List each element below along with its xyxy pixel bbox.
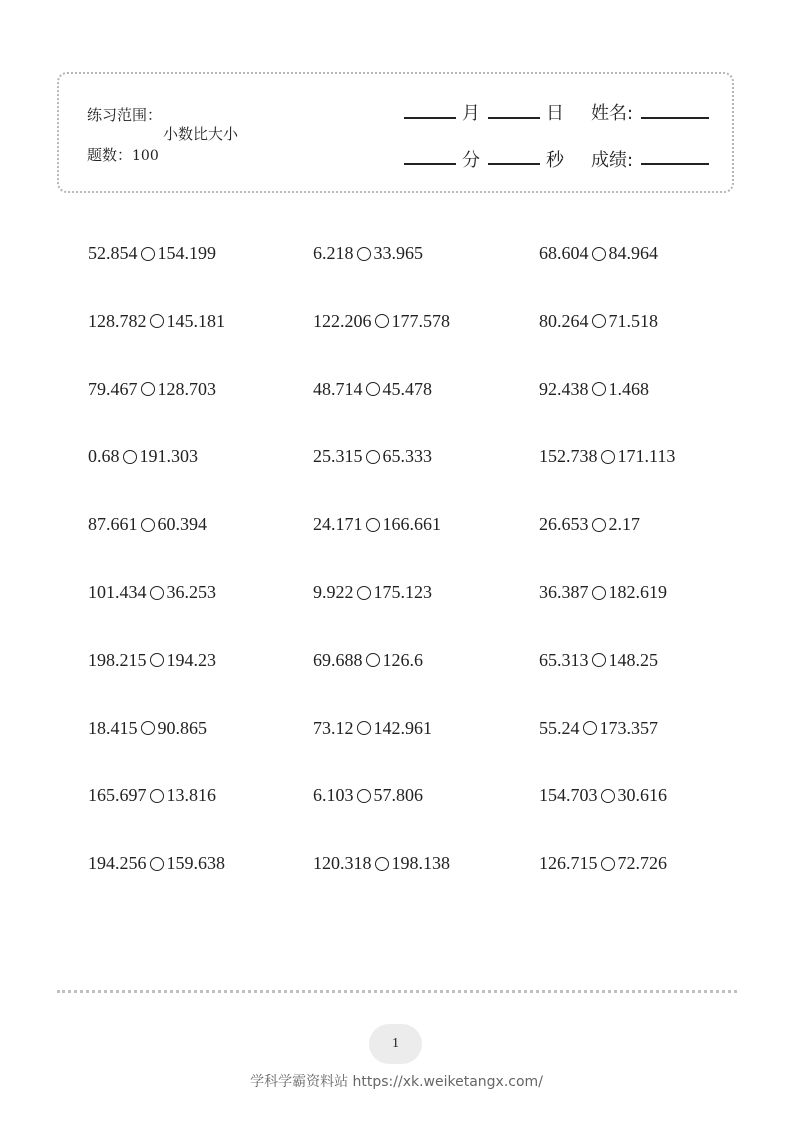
header-box bbox=[57, 72, 734, 193]
compare-circle-icon[interactable] bbox=[592, 586, 606, 600]
right-number: 72.726 bbox=[617, 853, 667, 874]
count-label bbox=[87, 144, 159, 165]
problem-item bbox=[313, 718, 432, 739]
right-number: 30.616 bbox=[617, 785, 667, 806]
problem-item bbox=[539, 514, 640, 535]
compare-circle-icon[interactable] bbox=[601, 857, 615, 871]
left-number: 120.318 bbox=[313, 853, 372, 874]
problem-item bbox=[88, 853, 225, 874]
right-number: 13.816 bbox=[166, 785, 216, 806]
compare-circle-icon[interactable] bbox=[375, 314, 389, 328]
problem-item bbox=[539, 853, 667, 874]
right-number: 33.965 bbox=[373, 243, 423, 263]
left-number: 165.697 bbox=[88, 785, 147, 806]
problem-item bbox=[88, 785, 216, 806]
left-number: 101.434 bbox=[88, 582, 147, 602]
page-number: 1 bbox=[369, 1024, 422, 1064]
problem-item bbox=[313, 582, 432, 603]
right-number: 60.394 bbox=[157, 514, 207, 535]
right-number: 159.638 bbox=[166, 853, 225, 874]
left-number: 79.467 bbox=[88, 378, 138, 399]
right-number: 142.961 bbox=[373, 717, 432, 738]
compare-circle-icon[interactable] bbox=[601, 789, 615, 803]
footer-divider bbox=[57, 990, 737, 993]
compare-circle-icon[interactable] bbox=[357, 721, 371, 735]
problem-item bbox=[88, 650, 216, 671]
compare-circle-icon[interactable] bbox=[592, 653, 606, 667]
range-label: 练习范围： bbox=[87, 106, 163, 124]
day-blank[interactable] bbox=[488, 117, 540, 119]
problem-item bbox=[313, 311, 450, 332]
name-label: 姓名: bbox=[591, 103, 634, 124]
problem-item bbox=[539, 446, 675, 467]
compare-circle-icon[interactable] bbox=[357, 586, 371, 600]
left-number: 126.715 bbox=[539, 853, 598, 874]
compare-circle-icon[interactable] bbox=[357, 247, 371, 261]
problem-item bbox=[88, 582, 216, 603]
second-label: 秒 bbox=[546, 150, 564, 171]
left-number: 152.738 bbox=[539, 446, 598, 467]
left-number: 25.315 bbox=[313, 446, 363, 467]
left-number: 80.264 bbox=[539, 310, 589, 331]
compare-circle-icon[interactable] bbox=[583, 721, 597, 735]
right-number: 90.865 bbox=[157, 717, 207, 738]
right-number: 198.138 bbox=[391, 853, 450, 874]
compare-circle-icon[interactable] bbox=[366, 518, 380, 532]
right-number: 182.619 bbox=[608, 582, 667, 602]
left-number: 55.24 bbox=[539, 717, 580, 738]
left-number: 18.415 bbox=[88, 717, 138, 738]
left-number: 128.782 bbox=[88, 310, 147, 331]
left-number: 68.604 bbox=[539, 243, 589, 263]
right-number: 2.17 bbox=[608, 514, 640, 535]
left-number: 48.714 bbox=[313, 378, 363, 399]
right-number: 173.357 bbox=[599, 717, 658, 738]
minute-label: 分 bbox=[462, 150, 480, 171]
problem-item bbox=[539, 379, 649, 400]
month-label: 月 bbox=[462, 103, 480, 124]
left-number: 9.922 bbox=[313, 582, 354, 602]
left-number: 26.653 bbox=[539, 514, 589, 535]
right-number: 177.578 bbox=[391, 310, 450, 331]
compare-circle-icon[interactable] bbox=[592, 314, 606, 328]
right-number: 154.199 bbox=[157, 243, 216, 263]
minute-blank[interactable] bbox=[404, 163, 456, 165]
left-number: 198.215 bbox=[88, 649, 147, 670]
compare-circle-icon[interactable] bbox=[150, 857, 164, 871]
problem-item bbox=[88, 379, 216, 400]
problem-item bbox=[539, 650, 658, 671]
compare-circle-icon[interactable] bbox=[141, 721, 155, 735]
right-number: 175.123 bbox=[373, 582, 432, 602]
right-number: 84.964 bbox=[608, 243, 658, 263]
problem-item bbox=[539, 718, 658, 739]
right-number: 45.478 bbox=[382, 378, 432, 399]
day-label: 日 bbox=[546, 103, 564, 124]
right-number: 128.703 bbox=[157, 378, 216, 399]
right-number: 171.113 bbox=[617, 446, 676, 467]
problem-item bbox=[88, 311, 225, 332]
right-number: 57.806 bbox=[373, 785, 423, 806]
right-number: 148.25 bbox=[608, 649, 658, 670]
left-number: 6.218 bbox=[313, 243, 354, 263]
problem-item bbox=[88, 718, 207, 739]
problem-item bbox=[313, 853, 450, 874]
left-number: 92.438 bbox=[539, 378, 589, 399]
compare-circle-icon[interactable] bbox=[141, 518, 155, 532]
left-number: 73.12 bbox=[313, 717, 354, 738]
left-number: 24.171 bbox=[313, 514, 363, 535]
left-number: 69.688 bbox=[313, 649, 363, 670]
problem-item bbox=[313, 785, 423, 806]
compare-circle-icon[interactable] bbox=[366, 653, 380, 667]
score-label: 成绩: bbox=[591, 150, 634, 171]
problem-item bbox=[539, 243, 658, 264]
name-blank[interactable] bbox=[641, 117, 709, 119]
right-number: 65.333 bbox=[382, 446, 432, 467]
compare-circle-icon[interactable] bbox=[141, 247, 155, 261]
compare-circle-icon[interactable] bbox=[150, 586, 164, 600]
right-number: 126.6 bbox=[382, 649, 423, 670]
left-number: 36.387 bbox=[539, 582, 589, 602]
count-value: 100 bbox=[132, 148, 159, 164]
month-blank[interactable] bbox=[404, 117, 456, 119]
left-number: 122.206 bbox=[313, 310, 372, 331]
problem-item bbox=[313, 379, 432, 400]
left-number: 87.661 bbox=[88, 514, 138, 535]
problem-item bbox=[539, 785, 667, 806]
right-number: 194.23 bbox=[166, 649, 216, 670]
left-number: 154.703 bbox=[539, 785, 598, 806]
problem-item bbox=[313, 446, 432, 467]
problem-item bbox=[88, 446, 198, 467]
left-number: 194.256 bbox=[88, 853, 147, 874]
compare-circle-icon[interactable] bbox=[375, 857, 389, 871]
right-number: 166.661 bbox=[382, 514, 441, 535]
problem-item bbox=[88, 514, 207, 535]
compare-circle-icon[interactable] bbox=[592, 382, 606, 396]
second-blank[interactable] bbox=[488, 163, 540, 165]
left-number: 0.68 bbox=[88, 446, 120, 467]
compare-circle-icon[interactable] bbox=[366, 382, 380, 396]
left-number: 6.103 bbox=[313, 785, 354, 806]
problem-item bbox=[539, 582, 667, 603]
problem-item bbox=[88, 243, 216, 264]
footer-site-text: 学科学霸资料站 https://xk.weiketangx.com/ bbox=[250, 1074, 543, 1090]
compare-circle-icon[interactable] bbox=[357, 789, 371, 803]
problem-item bbox=[313, 650, 423, 671]
left-number: 52.854 bbox=[88, 243, 138, 263]
count-label-text: 题数： bbox=[87, 146, 133, 164]
right-number: 36.253 bbox=[166, 582, 216, 602]
compare-circle-icon[interactable] bbox=[150, 653, 164, 667]
problem-item bbox=[539, 311, 658, 332]
compare-circle-icon[interactable] bbox=[150, 789, 164, 803]
right-number: 71.518 bbox=[608, 310, 658, 331]
compare-circle-icon[interactable] bbox=[366, 450, 380, 464]
problem-item bbox=[313, 514, 441, 535]
score-blank[interactable] bbox=[641, 163, 709, 165]
compare-circle-icon[interactable] bbox=[123, 450, 137, 464]
compare-circle-icon[interactable] bbox=[601, 450, 615, 464]
left-number: 65.313 bbox=[539, 649, 589, 670]
right-number: 145.181 bbox=[166, 310, 225, 331]
right-number: 1.468 bbox=[608, 378, 649, 399]
problem-item bbox=[313, 243, 423, 264]
compare-circle-icon[interactable] bbox=[592, 247, 606, 261]
range-value: 小数比大小 bbox=[163, 125, 239, 143]
compare-circle-icon[interactable] bbox=[592, 518, 606, 532]
right-number: 191.303 bbox=[139, 446, 198, 467]
compare-circle-icon[interactable] bbox=[141, 382, 155, 396]
compare-circle-icon[interactable] bbox=[150, 314, 164, 328]
